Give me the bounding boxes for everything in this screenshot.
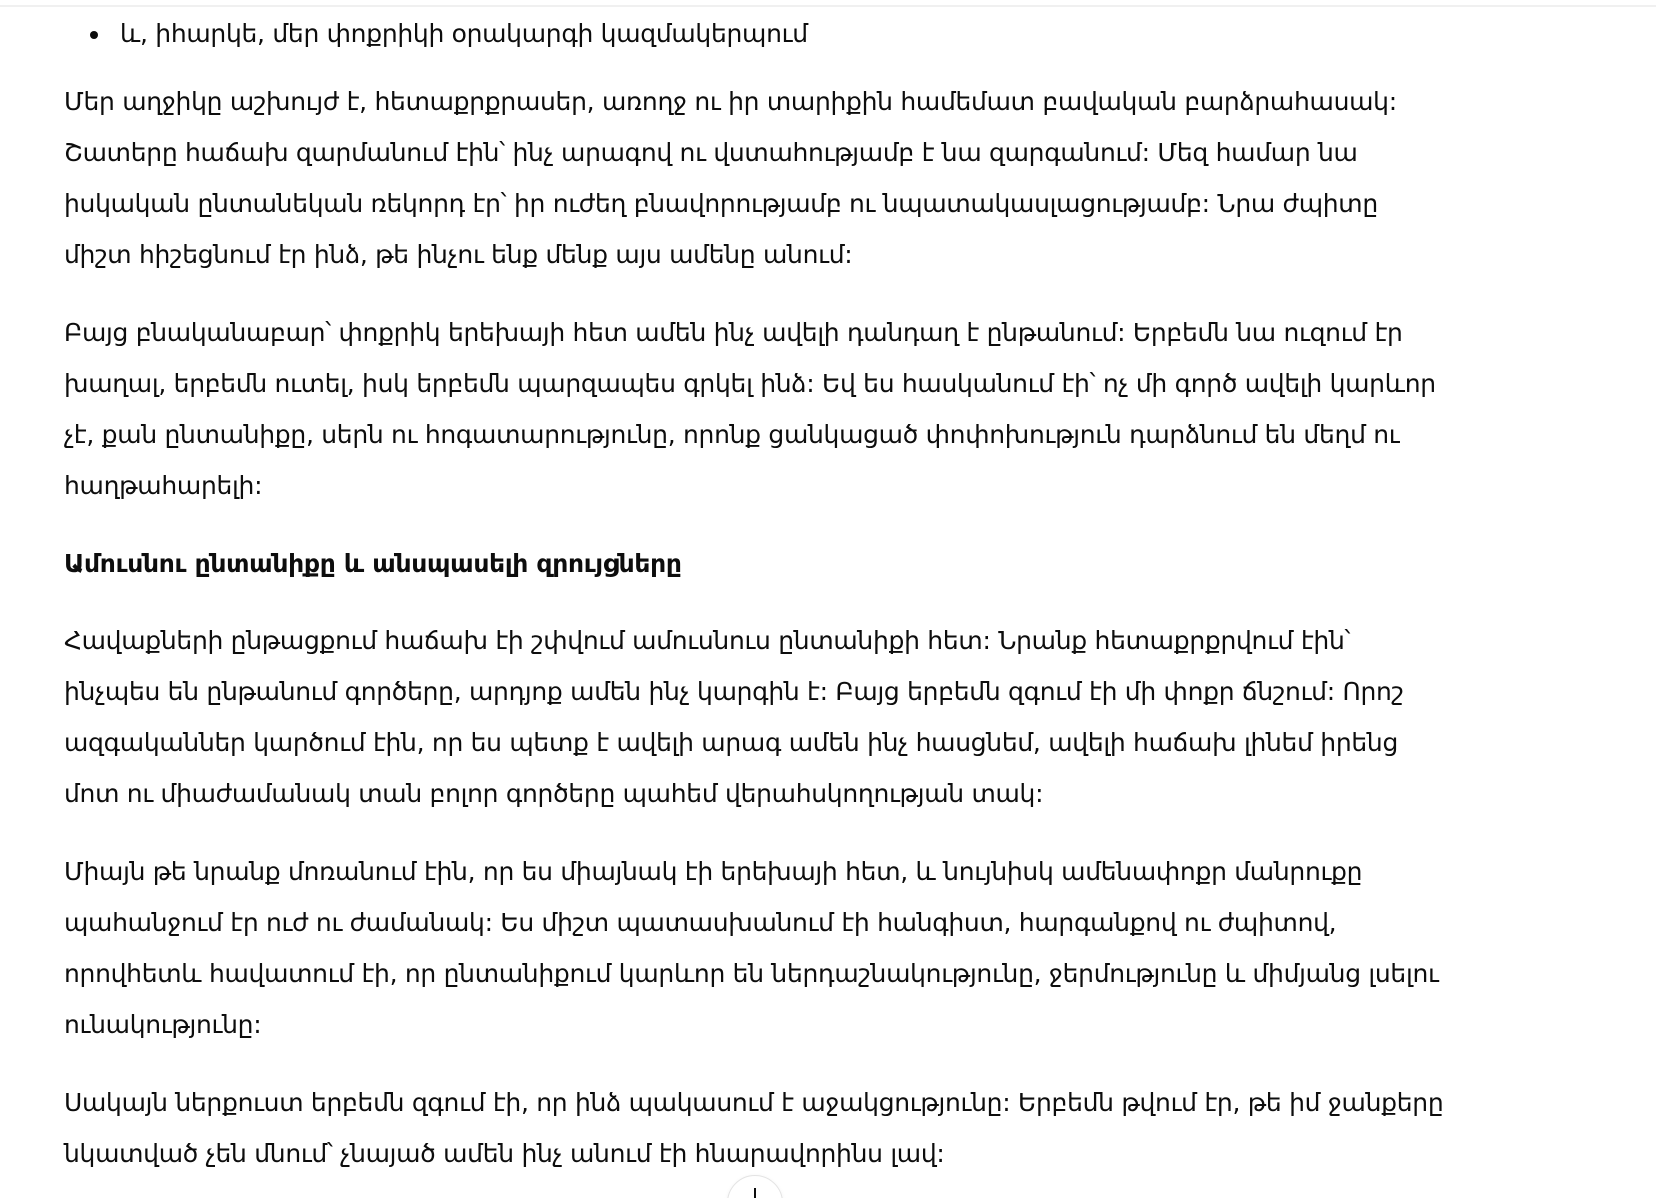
message-paragraph: Մեր աղջիկը աշխույժ է, հետաքրքրասեր, առողջ ու իր տարիքին համեմատ բավական բարձրահասակ: Շատերը հաճախ զարմանում էին՝ ինչ արագով ու վստահությամբ է նա զարգանում: Մեզ համար նա իսկական ընտանեկան ռեկորդ էր՝ իր ուժեղ բնավորությամբ ու նպատակասլացությամբ: Նրա ժպիտը միշտ հիշեցնում էր ինձ, թե ինչու ենք մենք այս ամենը անում: xyxy=(64,87,1397,269)
arrow-down-icon xyxy=(754,1188,756,1198)
bullet-list xyxy=(64,14,1444,54)
assistant-message xyxy=(64,14,1444,1198)
section-heading: Ամուսնու ընտանիքը և անսպասելի զրույցները xyxy=(64,549,682,578)
top-divider xyxy=(0,5,1656,7)
list-item: և, իհարկե, մեր փոքրիկի օրակարգի կազմակերպում xyxy=(120,14,1444,54)
message-paragraph: Միայն թե նրանք մոռանում էին, որ ես միայնակ էի երեխայի հետ, և նույնիսկ ամենափոքր մանրուքը պահանջում էր ուժ ու ժամանակ: Ես միշտ պատասխանում էի հանգիստ, հարգանքով ու ժպիտով, որովհետև հավատում էի, որ ընտանիքում կարևոր են ներդաշնակությունը, ջերմությունը և միմյանց լսելու ունակությունը: xyxy=(64,857,1439,1039)
message-paragraph: Հավաքների ընթացքում հաճախ էի շփվում ամուսնուս ընտանիքի հետ: Նրանք հետաքրքրվում էին՝ ինչպես են ընթանում գործերը, արդյոք ամեն ինչ կարգին է: Բայց երբեմն զգում էի մի փոքր ճնշում: Որոշ ազգականներ կարծում էին, որ ես պետք է ավելի արագ ամեն ինչ հասցնեմ, ավելի հաճախ լինեմ իրենց մոտ ու միաժամանակ տան բոլոր գործերը պահեմ վերահսկողության տակ: xyxy=(64,626,1404,808)
message-paragraph: Սակայն ներքուստ երբեմն զգում էի, որ ինձ պակասում է աջակցությունը: Երբեմն թվում էր, թե իմ ջանքերը նկատված չեն մնում՝ չնայած ամեն ինչ անում էի հնարավորինս լավ: xyxy=(64,1088,1444,1168)
message-paragraph: Բայց բնականաբար՝ փոքրիկ երեխայի հետ ամեն ինչ ավելի դանդաղ է ընթանում: Երբեմն նա ուզում էր խաղալ, երբեմն ուտել, իսկ երբեմն պարզապես գրկել ինձ: Եվ ես հասկանում էի՝ ոչ մի գործ ավելի կարևոր չէ, քան ընտանիքը, սերն ու հոգատարությունը, որոնք ցանկացած փոփոխություն դարձնում են մեղմ ու հաղթահարելի: xyxy=(64,318,1436,500)
